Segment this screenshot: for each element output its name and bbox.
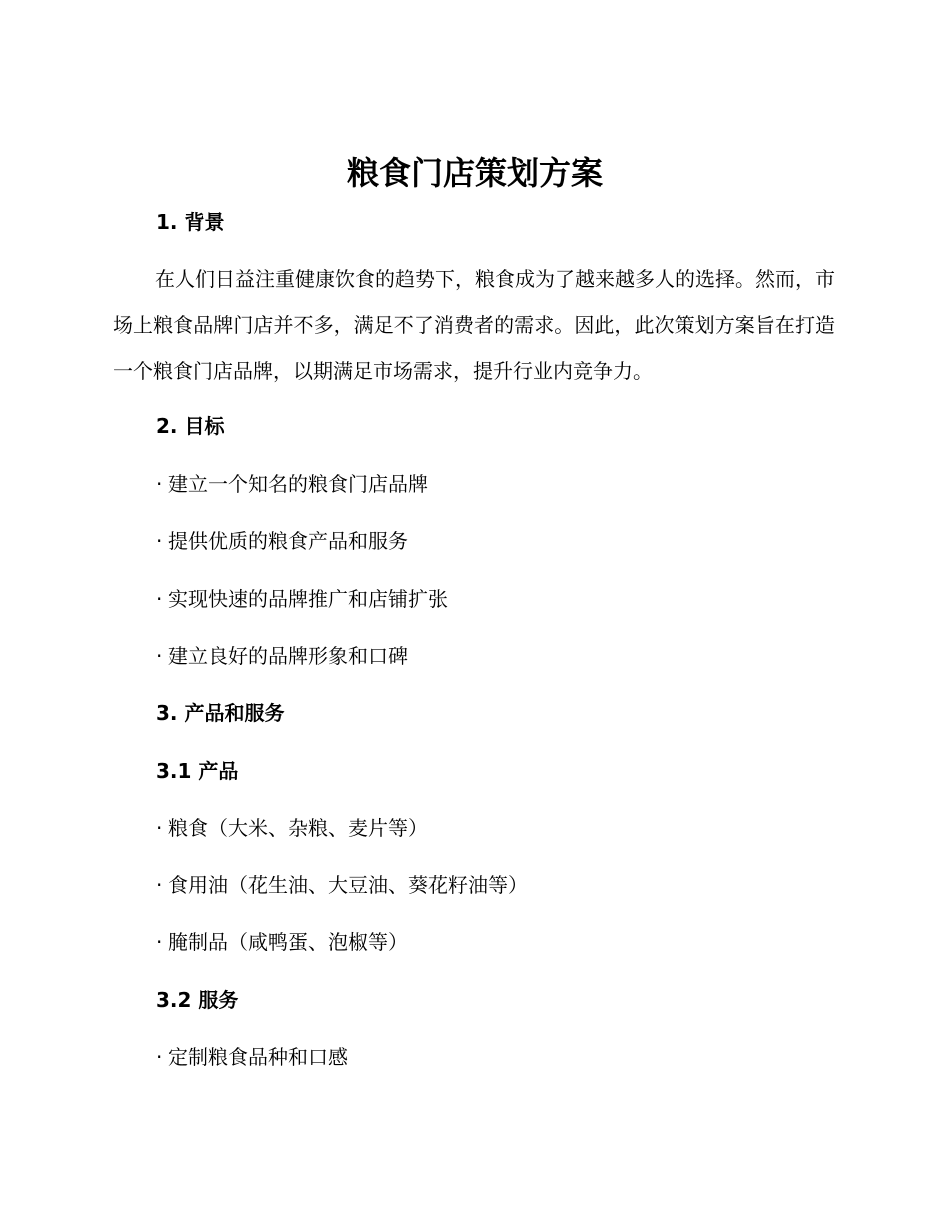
bullet-marker: · xyxy=(156,816,163,840)
section-heading-goals: 2. 目标 xyxy=(156,414,225,438)
product-item-text: 腌制品（咸鸭蛋、泡椒等） xyxy=(168,930,408,954)
bullet-marker: · xyxy=(156,930,163,954)
goal-item-text: 建立一个知名的粮食门店品牌 xyxy=(168,472,428,496)
service-item xyxy=(156,1043,348,1071)
background-paragraph: 在人们日益注重健康饮食的趋势下，粮食成为了越来越多人的选择。然而，市场上粮食品牌门店并不多，满足不了消费者的需求。因此，此次策划方案旨在打造一个粮食门店品牌，以期满足市场需求，提升行业内竞争力。 xyxy=(113,267,835,383)
product-item xyxy=(156,928,408,956)
bullet-marker: · xyxy=(156,529,163,553)
goal-item xyxy=(156,470,428,498)
document-title: 粮食门店策划方案 xyxy=(346,154,603,192)
subsection-heading-products: 3.1 产品 xyxy=(156,759,239,783)
goal-item xyxy=(156,585,448,613)
bullet-marker: · xyxy=(156,873,163,897)
section-heading-background: 1. 背景 xyxy=(156,210,225,234)
section-heading-products-services: 3. 产品和服务 xyxy=(156,701,285,725)
bullet-marker: · xyxy=(156,644,163,668)
goal-item xyxy=(156,642,408,670)
bullet-marker: · xyxy=(156,587,163,611)
product-item xyxy=(156,814,428,842)
service-item-text: 定制粮食品种和口感 xyxy=(168,1045,348,1069)
product-item-text: 粮食（大米、杂粮、麦片等） xyxy=(168,816,428,840)
goal-item-text: 提供优质的粮食产品和服务 xyxy=(168,529,408,553)
goal-item-text: 建立良好的品牌形象和口碑 xyxy=(168,644,408,668)
bullet-marker: · xyxy=(156,472,163,496)
product-item-text: 食用油（花生油、大豆油、葵花籽油等） xyxy=(168,873,528,897)
bullet-marker: · xyxy=(156,1045,163,1069)
goal-item-text: 实现快速的品牌推广和店铺扩张 xyxy=(168,587,448,611)
subsection-heading-services: 3.2 服务 xyxy=(156,988,239,1012)
product-item xyxy=(156,871,528,899)
goal-item xyxy=(156,527,408,555)
